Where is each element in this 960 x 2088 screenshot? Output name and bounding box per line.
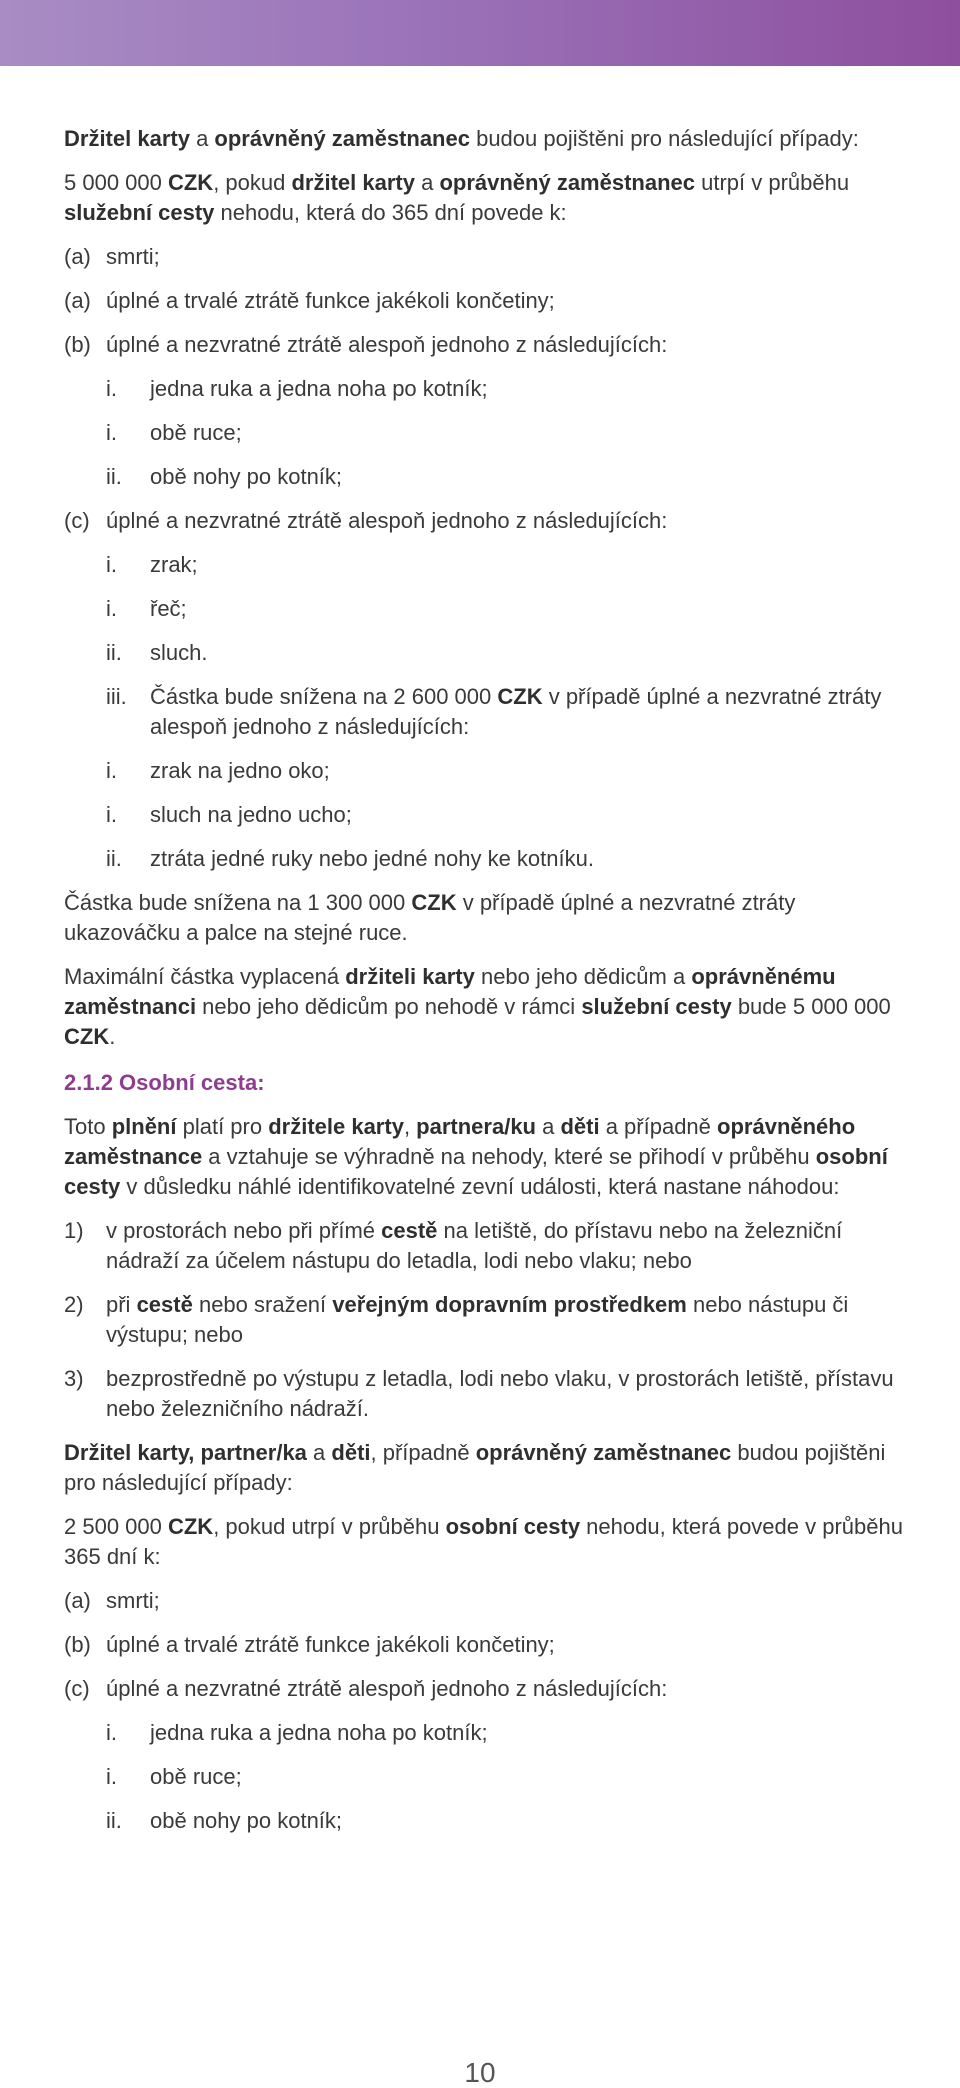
bold-term: služební cesty [581, 994, 732, 1019]
bold-term: oprávněnému zaměstnanci [64, 964, 836, 1019]
text-run: , pokud utrpí v průběhu [213, 1514, 446, 1539]
list-item-label: iii. [106, 684, 127, 709]
list-item-text: obě nohy po kotník; [150, 1808, 343, 1833]
bold-term: CZK [167, 170, 214, 195]
list-item-text: řeč; [150, 596, 187, 621]
bold-term: Držitel karty [64, 126, 190, 151]
text-run: nebo nástupu či výstupu; nebo [106, 1292, 849, 1347]
personal-insured-paragraph [64, 1438, 904, 1498]
list-item [64, 1216, 904, 1276]
list-item-text: zrak na jedno oko; [150, 758, 330, 783]
list-item-text: obě nohy po kotník; [150, 464, 343, 489]
personal-trip-intro-paragraph [64, 1112, 904, 1202]
list-item-label: i. [106, 758, 117, 783]
list-item-label: ii. [106, 464, 122, 489]
sub-list-item [106, 682, 904, 742]
list-item [64, 1674, 904, 1704]
text-run: a [189, 126, 215, 151]
text-run: a [306, 1440, 332, 1465]
list-item-text: úplné a trvalé ztrátě funkce jakékoli končetiny; [106, 288, 555, 313]
text-run: v případě úplné a nezvratné ztráty ukazováčku a palce na stejné ruce. [64, 890, 796, 945]
bold-term: oprávněný zaměstnanec [214, 126, 470, 151]
list-item-label: (b) [64, 1632, 91, 1657]
text-run: a [536, 1114, 561, 1139]
list-item-text: úplné a nezvratné ztrátě alespoň jednoho z následujících: [106, 508, 668, 533]
text-run: , pokud [213, 170, 292, 195]
list-item-label: i. [106, 1764, 117, 1789]
text-run: Částka bude snížena na 1 300 000 [64, 890, 412, 915]
bold-term: držitele karty [268, 1114, 404, 1139]
text-run: budou pojištěni pro následující případy: [469, 126, 859, 151]
reduction-note-paragraph [64, 888, 904, 948]
list-item-label: ii. [106, 1808, 122, 1833]
text-run: Maximální částka vyplacená [64, 964, 346, 989]
text-run: na letiště, do přístavu nebo na železniční nádraží za účelem nástupu do letadla, lodi nebo vlaku; nebo [106, 1218, 843, 1273]
list-item-text: zrak; [150, 552, 198, 577]
list-item-text: úplné a nezvratné ztrátě alespoň jednoho z následujících: [106, 1676, 668, 1701]
text-run: a vztahuje se výhradně na nehody, které se přihodí v průběhu [202, 1144, 816, 1169]
list-item [64, 286, 904, 316]
sub-list-item [106, 1762, 904, 1792]
text-run: nehodu, která do 365 dní povede k: [214, 200, 567, 225]
list-item-label: 1) [64, 1218, 84, 1243]
sub-list-item [106, 756, 904, 786]
list-item-text: smrti; [106, 1588, 160, 1613]
bold-term: oprávněný zaměstnanec [475, 1440, 732, 1465]
sub-list-item [106, 800, 904, 830]
list-item-text: sluch na jedno ucho; [150, 802, 352, 827]
list-item-text [106, 1364, 904, 1424]
list-item-label: ii. [106, 640, 122, 665]
list-item-label: i. [106, 596, 117, 621]
list-item-label: i. [106, 1720, 117, 1745]
list-item-text: sluch. [150, 640, 208, 665]
list-item [64, 1364, 904, 1424]
list-item [64, 1290, 904, 1350]
sub-list-item [106, 418, 904, 448]
text-run: nebo jeho dědicům po nehodě v rámci [196, 994, 582, 1019]
text-run: nebo jeho dědicům a [474, 964, 692, 989]
list-item [64, 242, 904, 272]
list-item-text: úplné a nezvratné ztrátě alespoň jednoho z následujících: [106, 332, 668, 357]
text-run: utrpí v průběhu [695, 170, 850, 195]
text-run: nebo sražení [192, 1292, 333, 1317]
document-body [64, 124, 904, 1850]
text-run: nehodu, která povede v průběhu 365 dní k: [64, 1514, 903, 1569]
business-condition-paragraph [64, 168, 904, 228]
list-item-label: 3) [64, 1366, 84, 1391]
list-item [64, 1586, 904, 1616]
bold-term: plnění [111, 1114, 177, 1139]
text-run: bude 5 000 000 [731, 994, 891, 1019]
text-run: a [414, 170, 440, 195]
sub-list-item [106, 844, 904, 874]
text-run: . [109, 1024, 116, 1049]
bold-term: Držitel karty, partner/ka [64, 1440, 307, 1465]
sub-list-item [106, 462, 904, 492]
list-item-label: i. [106, 802, 117, 827]
personal-condition-paragraph [64, 1512, 904, 1572]
business-benefit-list [64, 242, 904, 874]
text-run: 5 000 000 [64, 170, 168, 195]
list-item-text: smrti; [106, 244, 160, 269]
list-item-label: (a) [64, 1588, 91, 1613]
bold-term: CZK [64, 1024, 110, 1049]
text-run: 2 500 000 [64, 1514, 168, 1539]
list-item-label: 2) [64, 1292, 84, 1317]
bold-term: děti [560, 1114, 600, 1139]
page-number: 10 [464, 2057, 496, 2088]
text-run: v prostorách nebo při přímé [106, 1218, 382, 1243]
sub-list-item [106, 1718, 904, 1748]
sub-list-item [106, 374, 904, 404]
list-item-label: (c) [64, 1676, 90, 1701]
bold-term: CZK [167, 1514, 214, 1539]
text-run: a případně [599, 1114, 718, 1139]
list-item-text: obě ruce; [150, 1764, 242, 1789]
bold-term: oprávněného zaměstnance [64, 1114, 856, 1169]
text-run: bezprostředně po výstupu z letadla, lodi nebo vlaku, v prostorách letiště, přístavu nebo železničního nádraží. [106, 1366, 894, 1421]
bold-term: držiteli karty [345, 964, 475, 989]
header-color-band [0, 0, 960, 66]
list-item-label: i. [106, 376, 117, 401]
list-item-text: jedna ruka a jedna noha po kotník; [150, 1720, 488, 1745]
list-item-text [150, 682, 904, 742]
sub-list-item [106, 638, 904, 668]
bold-term: veřejným dopravním prostředkem [332, 1292, 687, 1317]
bold-term: děti [331, 1440, 371, 1465]
list-item [64, 330, 904, 360]
text-run: při [106, 1292, 137, 1317]
bold-term: držitel karty [291, 170, 415, 195]
bold-term: cestě [381, 1218, 438, 1243]
bold-term: partnera/ku [416, 1114, 536, 1139]
text-run: v důsledku náhlé identifikovatelné zevní události, která nastane náhodou: [120, 1174, 840, 1199]
list-item-label: ii. [106, 846, 122, 871]
bold-term: CZK [497, 684, 543, 709]
text-run: , [403, 1114, 417, 1139]
list-item-label: i. [106, 552, 117, 577]
list-item-text: ztráta jedné ruky nebo jedné nohy ke kotníku. [150, 846, 594, 871]
text-run: v případě úplné a nezvratné ztráty alespoň jednoho z následujících: [150, 684, 882, 739]
intro-paragraph [64, 124, 904, 154]
bold-term: osobní cesty [64, 1144, 888, 1199]
list-item-label: i. [106, 420, 117, 445]
maximum-amount-paragraph [64, 962, 904, 1052]
section-heading: 2.1.2 Osobní cesta: [64, 1070, 265, 1095]
bold-term: CZK [411, 890, 457, 915]
list-item-label: (a) [64, 288, 91, 313]
personal-trip-numbered-list [64, 1216, 904, 1424]
list-item-text: jedna ruka a jedna noha po kotník; [150, 376, 488, 401]
list-item-text [106, 1216, 904, 1276]
bold-term: služební cesty [64, 200, 215, 225]
bold-term: osobní cesty [445, 1514, 581, 1539]
list-item-text: úplné a trvalé ztrátě funkce jakékoli končetiny; [106, 1632, 555, 1657]
list-item-text: obě ruce; [150, 420, 242, 445]
sub-list-item [106, 1806, 904, 1836]
list-item-label: (b) [64, 332, 91, 357]
list-item-text [106, 1290, 904, 1350]
sub-list-item [106, 594, 904, 624]
text-run: , případně [370, 1440, 476, 1465]
text-run: Toto [64, 1114, 112, 1139]
list-item [64, 1630, 904, 1660]
personal-benefit-list [64, 1586, 904, 1836]
list-item [64, 506, 904, 536]
bold-term: cestě [136, 1292, 193, 1317]
list-item-label: (c) [64, 508, 90, 533]
list-item-label: (a) [64, 244, 91, 269]
text-run: budou pojištěni pro následující případy: [64, 1440, 886, 1495]
bold-term: oprávněný zaměstnanec [439, 170, 695, 195]
text-run: platí pro [176, 1114, 269, 1139]
text-run: Částka bude snížena na 2 600 000 [150, 684, 498, 709]
sub-list-item [106, 550, 904, 580]
